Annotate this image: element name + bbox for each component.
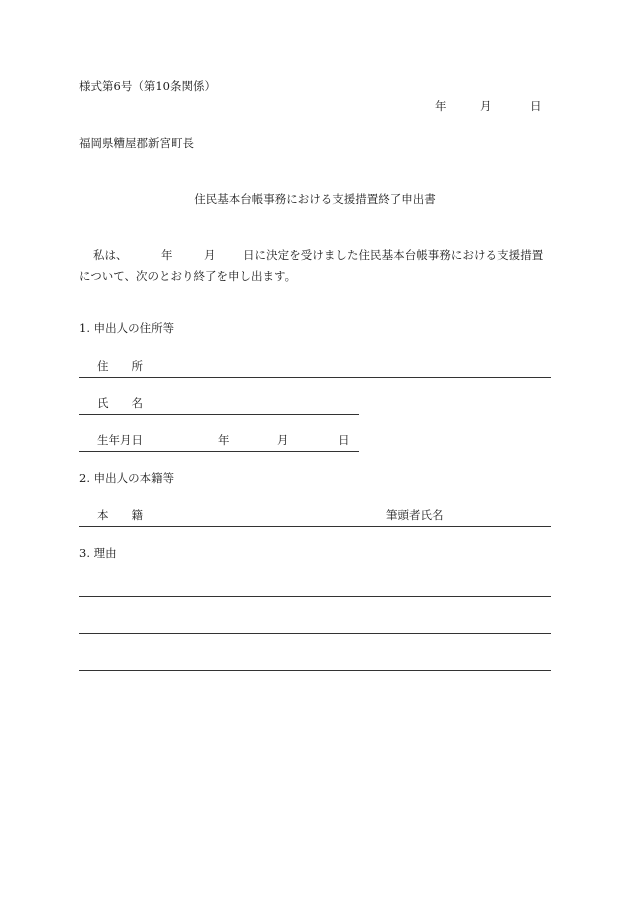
form-number: 様式第6号（第10条関係） <box>79 79 216 93</box>
birthdate-line[interactable] <box>79 451 359 452</box>
address-label: 住 所 <box>97 359 143 373</box>
date-month-label: 月 <box>480 99 492 113</box>
reason-line-2[interactable] <box>79 633 551 634</box>
statement-year-label: 年 <box>161 248 173 262</box>
statement-prefix: 私は、 <box>93 248 128 262</box>
date-year-label: 年 <box>435 99 447 113</box>
honseki-line[interactable] <box>79 526 551 527</box>
document-title: 住民基本台帳事務における支援措置終了申出書 <box>194 192 436 206</box>
name-line[interactable] <box>79 414 359 415</box>
section1-heading: 1. 申出人の住所等 <box>79 321 175 335</box>
birthdate-year-label: 年 <box>218 433 230 447</box>
birthdate-day-label: 日 <box>338 433 350 447</box>
reason-line-1[interactable] <box>79 596 551 597</box>
birthdate-label: 生年月日 <box>97 433 143 447</box>
statement-text: 日に決定を受けました住民基本台帳事務における支援措置 <box>243 248 544 262</box>
birthdate-month-label: 月 <box>277 433 289 447</box>
honseki-label: 本 籍 <box>97 508 143 522</box>
reason-line-3[interactable] <box>79 670 551 671</box>
name-label: 氏 名 <box>97 396 143 410</box>
date-day-label: 日 <box>530 99 542 113</box>
address-line[interactable] <box>79 377 551 378</box>
section3-heading: 3. 理由 <box>79 546 117 560</box>
addressee: 福岡県糟屋郡新宮町長 <box>79 136 194 150</box>
statement-month-label: 月 <box>204 248 216 262</box>
statement-text-line2: について、次のとおり終了を申し出ます。 <box>79 269 297 283</box>
household-head-name-label: 筆頭者氏名 <box>386 508 444 522</box>
section2-heading: 2. 申出人の本籍等 <box>79 471 175 485</box>
